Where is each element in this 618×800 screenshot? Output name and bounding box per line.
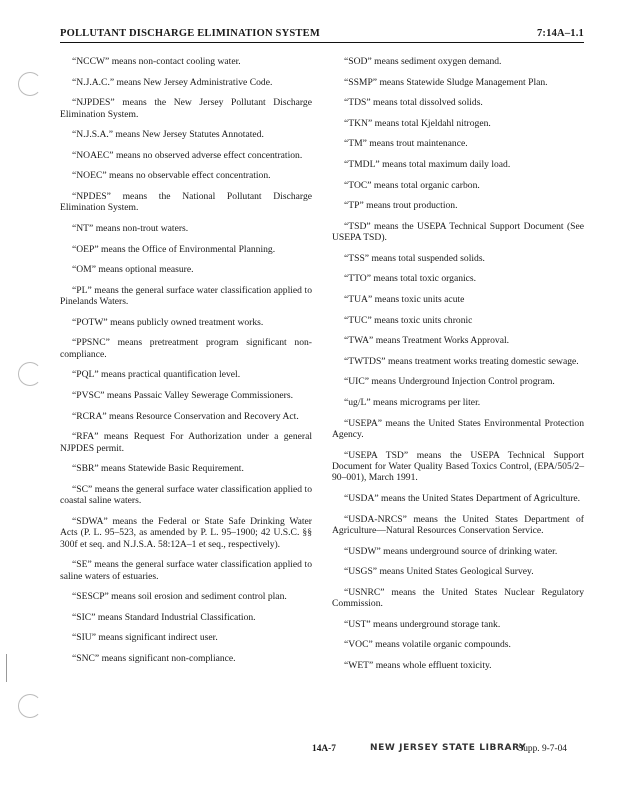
right-column [332,56,584,680]
definition-entry: “RCRA” means Resource Conservation and Recovery Act. [72,410,299,422]
definition-entry: “TTO” means total toxic organics. [344,273,477,285]
definition-entry: “TWA” means Treatment Works Approval. [344,335,510,347]
supplement-date: Supp. 9-7-04 [518,744,567,754]
punch-hole-mark [18,72,42,96]
definition-entry: “TP” means trout production. [344,200,458,212]
definition-entry: “SC” means the general surface water classification applied to coastal saline waters. [60,483,312,507]
definition-entry: “TOC” means total organic carbon. [344,179,480,191]
definition-entry: “TWTDS” means treatment works treating domestic sewage. [344,355,579,367]
definition-entry: “SSMP” means Statewide Sludge Management Plan. [344,76,548,88]
definition-entry: “TM” means trout maintenance. [344,138,468,150]
definition-entry: “TDS” means total dissolved solids. [344,97,483,109]
definition-entry: “RFA” means Request For Authorization under a general NJPDES permit. [60,431,312,454]
definition-entry: “UIC” means Underground Injection Control program. [344,376,555,388]
definition-entry: “N.J.A.C.” means New Jersey Administrative Code. [72,76,273,88]
definition-entry: “TUC” means toxic units chronic [344,314,473,326]
definitions-body [60,56,584,680]
definition-entry: “SBR” means Statewide Basic Requirement. [72,463,244,475]
definition-entry: “N.J.S.A.” means New Jersey Statutes Annotated. [72,129,264,141]
definition-entry: “WET” means whole effluent toxicity. [344,659,492,671]
page-number: 14A-7 [312,744,336,754]
definition-entry: “PQL” means practical quantification level. [72,369,241,381]
definition-entry: “USEPA” means the United States Environmental Protection Agency. [332,417,584,440]
running-header [60,28,584,43]
definition-entry: “SIU” means significant indirect user. [72,632,218,644]
definition-entry: “USNRC” means the United States Nuclear Regulatory Commission. [332,586,584,610]
definition-entry: “USDA-NRCS” means the United States Department of Agriculture—Natural Resources Conservation Service. [332,513,584,536]
definition-entry: “SE” means the general surface water classification applied to saline waters of estuaries. [60,559,312,582]
library-stamp: NEW JERSEY STATE LIBRARY [370,743,527,753]
definition-entry: “TKN” means total Kjeldahl nitrogen. [344,117,491,129]
definition-entry: “NPDES” means the National Pollutant Discharge Elimination System. [60,190,312,214]
definition-entry: “USGS” means United States Geological Survey. [344,566,534,578]
punch-hole-mark [18,362,42,386]
definition-entry: “SOD” means sediment oxygen demand. [344,56,502,67]
definition-entry: “TSD” means the USEPA Technical Support Document (See USEPA TSD). [332,220,584,244]
definition-entry: “SNC” means significant non-compliance. [72,652,236,664]
definition-entry: “NOAEC” means no observed adverse effect concentration. [72,149,303,161]
definition-entry: “PL” means the general surface water classification applied to Pinelands Waters. [60,284,312,308]
definition-entry: “NJPDES” means the New Jersey Pollutant Discharge Elimination System. [60,97,312,120]
margin-tick [6,654,7,682]
header-title: POLLUTANT DISCHARGE ELIMINATION SYSTEM [60,28,320,39]
header-section-number: 7:14A–1.1 [536,28,584,39]
definition-entry: “PVSC” means Passaic Valley Sewerage Commissioners. [72,389,293,401]
definition-entry: “PPSNC” means pretreatment program significant non-compliance. [60,337,312,360]
definition-entry: “OM” means optional measure. [72,264,194,276]
definition-entry: “TUA” means toxic units acute [344,293,465,305]
definition-entry: “USDW” means underground source of drinking water. [344,545,558,557]
definition-entry: “SDWA” means the Federal or State Safe Drinking Water Acts (P. L. 95–523, as amended by P. L. 95–1900; 42 U.S.C. §§ 300f et seq. and N.J.S.A. 58:12A–1 et seq., respectively). [60,515,312,550]
definition-entry: “SIC” means Standard Industrial Classification. [72,611,256,623]
definition-entry: “TSS” means total suspended solids. [344,252,485,264]
definition-entry: “UST” means underground storage tank. [344,618,501,630]
definition-entry: “NOEC” means no observable effect concentration. [72,170,271,182]
definition-entry: “TMDL” means total maximum daily load. [344,158,511,170]
left-column [60,56,312,680]
definition-entry: “USDA” means the United States Department of Agriculture. [344,492,581,504]
punch-hole-mark [18,694,42,718]
definition-entry: “POTW” means publicly owned treatment works. [72,316,264,328]
definition-entry: “VOC” means volatile organic compounds. [344,639,511,651]
definition-entry: “USEPA TSD” means the USEPA Technical Support Document for Water Quality Based Toxics Control, (EPA/505/2–90–001), March 1991. [332,449,584,484]
definition-entry: “NT” means non-trout waters. [72,222,189,234]
definition-entry: “ug/L” means micrograms per liter. [344,396,481,408]
definition-entry: “OEP” means the Office of Environmental Planning. [72,243,276,255]
definition-entry: “NCCW” means non-contact cooling water. [72,56,241,67]
definition-entry: “SESCP” means soil erosion and sediment control plan. [72,591,287,603]
